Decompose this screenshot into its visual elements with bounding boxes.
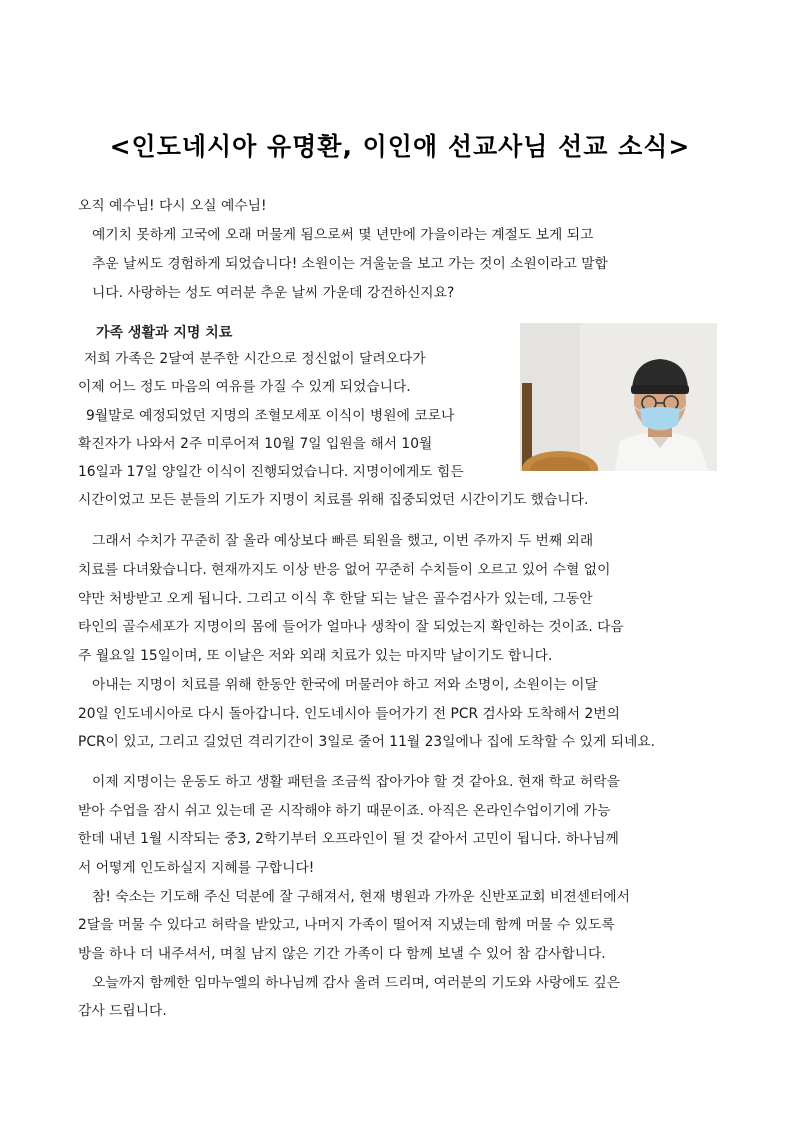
body-line: 시간이었고 모든 분들의 기도가 지명이 치료를 위해 집중되었던 시간이기도 했습니다. (78, 492, 589, 508)
greeting-line: 오직 예수님! 다시 오실 예수님! (78, 198, 267, 214)
body-line: 한데 내년 1월 시작되는 중3, 2학기부터 오프라인이 될 것 같아서 고민이 됩니다. 하나님께 (78, 831, 619, 847)
family-photo (520, 323, 717, 471)
body-line: 추운 날씨도 경험하게 되었습니다! 소원이는 겨울눈을 보고 가는 것이 소원이라고 말합 (92, 256, 608, 272)
body-line: 2달을 머물 수 있다고 허락을 받았고, 나머지 가족이 떨어져 지냈는데 함께 머물 수 있도록 (78, 917, 615, 933)
person-photo-icon (520, 323, 717, 471)
body-line: 타인의 골수세포가 지명이의 몸에 들어가 얼마나 생착이 잘 되었는지 확인하는 것이죠. 다음 (78, 619, 624, 635)
body-line: 약만 처방받고 오게 됩니다. 그리고 이식 후 한달 되는 날은 골수검사가 있는데, 그동안 (78, 591, 593, 607)
body-line: 16일과 17일 양일간 이식이 진행되었습니다. 지명이에게도 힘든 (78, 464, 464, 480)
body-line: 감사 드립니다. (78, 1003, 167, 1019)
body-line: 니다. 사랑하는 성도 여러분 추운 날씨 가운데 강건하신지요? (92, 285, 455, 301)
body-line: 방을 하나 더 내주셔서, 며칠 남지 않은 기간 가족이 다 함께 보낼 수 있어 참 감사합니다. (78, 946, 606, 962)
body-line: 오늘까지 함께한 임마누엘의 하나님께 감사 올려 드리며, 여러분의 기도와 사랑에도 깊은 (92, 975, 621, 991)
body-line: 확진자가 나와서 2주 미루어져 10월 7일 입원을 해서 10월 (78, 436, 433, 452)
body-line: 20일 인도네시아로 다시 돌아갑니다. 인도네시아 들어가기 전 PCR 검사와 도착해서 2번의 (78, 706, 620, 722)
body-line: 참! 숙소는 기도해 주신 덕분에 잘 구해져서, 현재 병원과 가까운 신반포교회 비젼센터에서 (92, 889, 630, 905)
body-line: 예기치 못하게 고국에 오래 머물게 됨으로써 몇 년만에 가을이라는 계절도 보게 되고 (92, 227, 594, 243)
body-line: 받아 수업을 잠시 쉬고 있는데 곧 시작해야 하기 때문이죠. 아직은 온라인수업이기에 가능 (78, 803, 611, 819)
body-line: 서 어떻게 인도하실지 지혜를 구합니다! (78, 860, 315, 876)
body-line: 치료를 다녀왔습니다. 현재까지도 이상 반응 없어 꾸준히 수치들이 오르고 있어 수혈 없이 (78, 562, 611, 578)
body-line: PCR이 있고, 그리고 길었던 격리기간이 3일로 줄어 11월 23일에나 집에 도착할 수 있게 되네요. (78, 734, 656, 750)
body-line: 아내는 지명이 치료를 위해 한동안 한국에 머물러야 하고 저와 소명이, 소원이는 이달 (92, 677, 598, 693)
body-line: 이제 어느 정도 마음의 여유를 가질 수 있게 되었습니다. (78, 379, 411, 395)
body-line: 주 월요일 15일이며, 또 이날은 저와 외래 치료가 있는 마지막 날이기도 합니다. (78, 648, 553, 664)
body-line: 이제 지명이는 운동도 하고 생활 패턴을 조금씩 잡아가야 할 것 같아요. 현재 학교 허락을 (92, 774, 620, 790)
page-title: <인도네시아 유명환, 이인애 선교사님 선교 소식> (109, 132, 691, 161)
body-line: 그래서 수치가 꾸준히 잘 올라 예상보다 빠른 퇴원을 했고, 이번 주까지 두 번째 외래 (92, 533, 594, 549)
body-line: 저희 가족은 2달여 분주한 시간으로 정신없이 달려오다가 (84, 351, 426, 367)
body-line: 9월말로 예정되었던 지명의 조혈모세포 이식이 병원에 코로나 (86, 408, 455, 424)
section-heading: 가족 생활과 지명 치료 (96, 325, 233, 341)
